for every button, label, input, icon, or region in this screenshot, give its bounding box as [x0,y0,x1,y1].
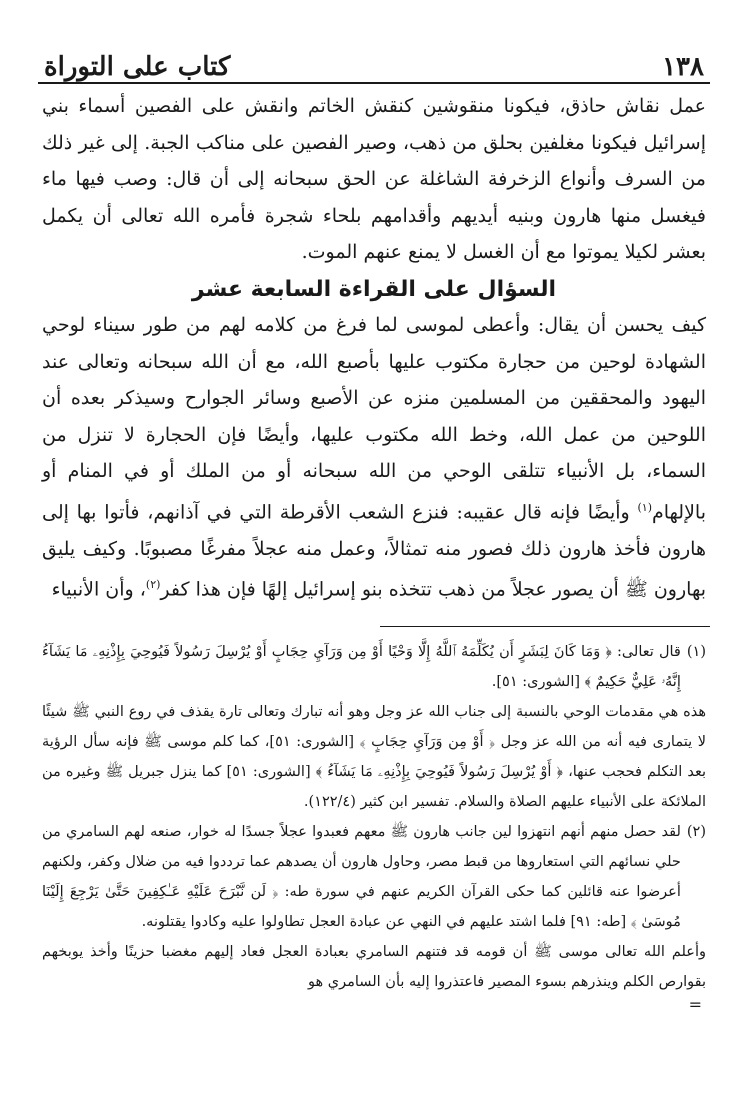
footnote-2-number: (٢) [686,824,706,841]
book-page [38,40,710,1080]
footnote-ref-1[interactable]: (١) [637,500,652,514]
page-number: ١٣٨ [662,52,704,82]
footnote-2-text: لقد حصل منهم أنهم انتهزوا لين جانب هارون ﷺ معهم فعبدوا عجلاً جسدًا له خوار، صنعه لهم السامري من حلي نسائهم التي استعاروها من قبط مصر، وحاول هارون أن يصدهم عما ترددوا فيه من ضلال وكفر، ولكنهم أعرضوا عنه قائلين كما حكى القرآن الكريم عنهم في سورة طه: ﴿ لَن نَّبْرَحَ عَلَيْهِ عَـٰكِفِينَ حَتَّىٰ يَرْجِعَ إِلَيْنَا مُوسَىٰ ﴾ [طه: ٩١] فلما اشتد عليهم في النهي عن عبادة العجل تطاولوا عليه وكادوا يقتلونه. [42,824,681,931]
footnote-1-number: (١) [686,644,706,661]
footnote-2-continuation: وأعلم الله تعالى موسى ﷺ أن قومه قد فتنهم السامري بعبادة العجل فعاد إليهم مغضبا حزينًا وأخذ يوبخهم بقوارص الكلم وينذرهم بسوء المصير فاعتذروا إليه بأن السامري هو [42,944,706,991]
footnote-1 [38,637,710,697]
footnote-2 [38,817,710,937]
section-title: السؤال على القراءة السابعة عشر [191,276,557,302]
paragraph-1: عمل نقاش حاذق، فيكونا منقوشين كنقش الخاتم وانقش على الفصين أسماء بني إسرائيل فيكونا مغلفين بحلق من ذهب، وصير الفصين على مناكب الجبة. إلى غير ذلك من السرف وأنواع الزخرفة الشاغلة عن الحق سبحانه إلى أن قال: وصب فيها ماء فيغسل منها هارون وبنيه أيديهم وأقدامهم بلحاء شجرة فأمره الله تعالى أن يكمل بعشر لكيلا يموتوا مع أن الغسل لا يمنع عنهم الموت. [42,95,706,264]
footnote-1-text: قال تعالى: ﴿ وَمَا كَانَ لِبَشَرٍ أَن يُكَلِّمَهُ ٱللَّهُ إِلَّا وَحْيًا أَوْ مِن وَرَآيِ حِجَابٍ أَوْ يُرْسِلَ رَسُولاً فَيُوحِيَ بِإِذْنِهِۦ مَا يَشَآءُ إِنَّهُۥ عَلِيٌّ حَكِيمٌ ﴾ [الشورى: ٥١]. [42,644,681,691]
main-text [38,88,710,608]
continuation-mark: = [688,995,702,1015]
footnotes [38,637,710,1013]
footnote-ref-2[interactable]: (٢) [145,578,161,592]
page-header [38,40,710,84]
footnote-1-continuation: هذه هي مقدمات الوحي بالنسبة إلى جناب الله عز وجل وهو أنه تبارك وتعالى تارة يقذف في روع النبي ﷺ شيئًا لا يتمارى فيه أنه من الله عز وجل ﴿ أَوْ مِن وَرَآيِ حِجَابٍ ﴾ [الشورى: ٥١]، كما كلم موسى ﷺ فإنه سأل الرؤية بعد التكلم فحجب عنها، ﴿ أَوْ يُرْسِلَ رَسُولاً فَيُوحِيَ بِإِذْنِهِۦ مَا يَشَآءُ ﴾ [الشورى: ٥١] كما ينزل جبريل ﷺ وغيره من الملائكة على الأنبياء عليهم الصلاة والسلام. تفسير ابن كثير (١٢٢/٤). [42,704,707,811]
paragraph-2 [38,307,710,608]
paragraph-2-part-c: ، وأن الأنبياء [51,578,146,601]
paragraph-2-part-b: وأيضًا فإنه قال عقيبه: فنزع الشعب الأقرطة التي في آذانهم، فأتوا بها إلى هارون فأخذ هارون ذلك فصور منه تمثالاً، وعمل منه عجلاً مفرغًا مصبوبًا. وكيف يليق بهارون ﷺ أن يصور عجلاً من ذهب تتخذه بنو إسرائيل إلهًا فإن هذا كفر [42,501,706,601]
book-title: كتاب على التوراة [44,52,231,82]
paragraph-2-part-a: كيف يحسن أن يقال: وأعطى لموسى لما فرغ من كلامه لهم من طور سيناء لوحي الشهادة لوحين من حجارة مكتوب عليها بأصبع الله، مع أن الله سبحانه وتعالى عند اليهود والمحققين من المسلمين منزه عن الأصبع وسائر الجوارح وسيذكر بعده أن اللوحين من عمل الله، وخط الله مكتوب عليها، وأيضًا فإن الحجارة لا تنزل من السماء، بل الأنبياء تتلقى الوحي من الله سبحانه أو من الملك أو في المنام أو بالإلهام [42,313,706,524]
footnote-divider [380,626,710,627]
